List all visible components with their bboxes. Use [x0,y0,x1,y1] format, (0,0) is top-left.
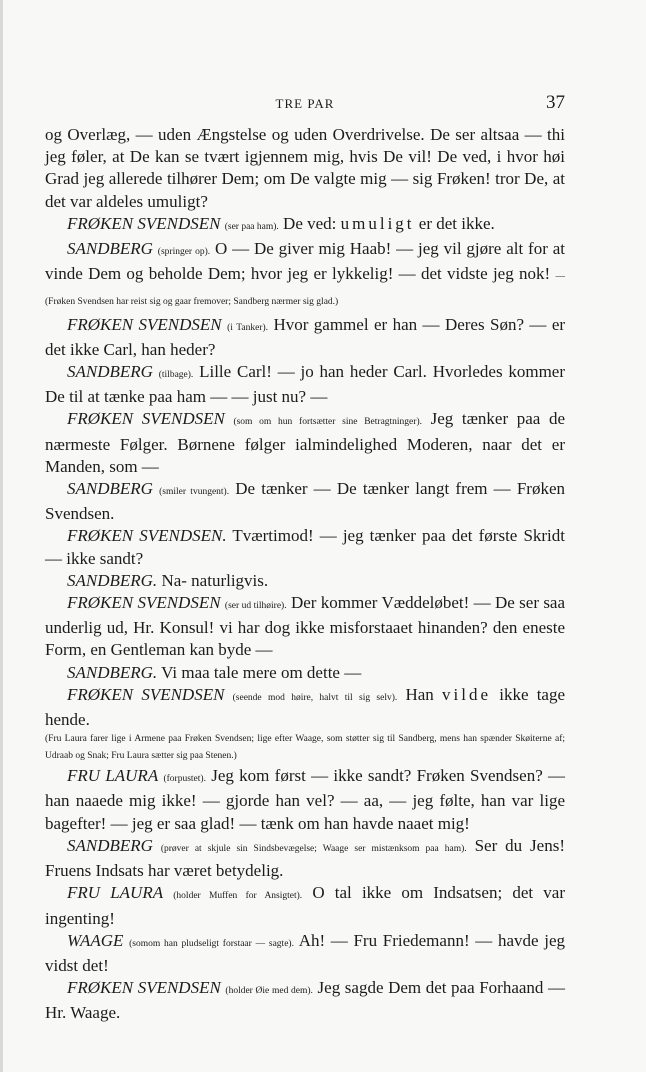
speaker-name: FRØKEN SVENDSEN [67,314,222,334]
stage-direction: (som om hun fortsætter sine Betragtninger). [233,417,422,428]
speech [45,238,565,314]
stage-direction: (somom han pludseligt forstaar — sagte). [129,938,294,949]
speech [45,835,565,882]
speech [45,977,565,1024]
stage-direction: (ser ud tilhøire). [224,601,287,612]
running-title: TRE PAR [275,96,335,111]
speech [45,478,565,525]
speech [45,662,565,684]
speech-text: Ah! — Fru Friedemann! — havde jeg vidst det! [45,930,565,975]
emphasized-word: umuligt [340,213,415,233]
speaker-name: FRØKEN SVENDSEN [67,213,221,233]
speech [45,592,565,662]
speech-text: Vi maa tale mere om dette — [161,662,362,682]
speech [45,213,565,238]
speaker-name: FRØKEN SVENDSEN [67,684,225,704]
speech-text: O — De giver mig Haab! — jeg vil gjøre alt for at vinde Dem og beholde Dem; hvor jeg er lykkelig! — det vidste jeg nok! [45,239,566,284]
speech [45,684,565,731]
speech-text: Jeg sagde Dem det paa Forhaand — Hr. Waage. [45,978,566,1023]
speaker-name: SANDBERG [67,362,153,382]
speech [45,765,565,835]
speech [45,525,565,569]
speech [45,570,565,592]
stage-direction: (smiler tvungent). [159,487,230,498]
play-text [45,124,565,1025]
speech-text: er det ikke. [414,213,495,233]
speech [45,930,565,977]
stage-direction: (seende mod høire, halvt til sig selv). [232,692,398,703]
speaker-name: SANDBERG [67,479,153,499]
speech-text: Hvor gammel er han — Deres Søn? — er det ikke Carl, han heder? [45,314,566,359]
speaker-name: FRØKEN SVENDSEN. [67,526,227,546]
speech-text: Ser du Jens! Fruens Indsats har været betydelig. [45,835,565,881]
page-number: 37 [546,92,565,113]
speaker-name: SANDBERG [67,239,153,259]
stage-direction: (holder Muffen for Ansigtet). [173,891,303,902]
speech-text: O tal ikke om Indsatsen; det var ingenting! [45,883,565,928]
speaker-name: FRØKEN SVENDSEN [67,409,225,429]
stage-direction: (prøver at skjule sin Sindsbevægelse; Waage ser mistænksom paa ham). [160,843,467,854]
speech-text: Han [405,684,443,704]
speaker-name: SANDBERG [67,835,153,855]
speaker-name: SANDBERG. [67,662,158,682]
speaker-name: FRØKEN SVENDSEN [67,978,221,998]
speaker-name: FRU LAURA [67,766,159,786]
stage-direction: (springer op). [157,247,211,258]
stage-direction: (ser paa ham). [224,221,279,232]
speech-text: De tænker — De tænker langt frem — Frøken Svendsen. [45,479,565,524]
speech-text: Lille Carl! — jo han heder Carl. Hvorledes kommer De til at tænke paa ham — — just nu? — [45,362,566,407]
speech-text: De ved: [283,213,341,233]
speech-text: Tværtimod! — jeg tænker paa det første Skridt — ikke sandt? [45,526,565,568]
speaker-name: FRØKEN SVENDSEN [67,593,221,613]
speech [45,314,565,361]
stage-direction: (tilbage). [158,370,194,381]
running-header [45,92,565,114]
stage-direction: (forpustet). [163,774,206,785]
stage-direction-block: (Fru Laura farer lige i Armene paa Frøken Svendsen; lige efter Waage, som støtter sig til Sandberg, mens han spænder Skøiterne af; Udraab og Snak; Fru Laura sætter sig paa Stenen.) [45,734,565,762]
speaker-name: FRU LAURA [67,883,164,903]
stage-direction: — (Frøken Svendsen har reist sig og gaar fremover; Sandberg nærmer sig glad.) [45,272,566,308]
speech [45,882,565,929]
speech-text: Jeg kom først — ikke sandt? Frøken Svendsen? — han naaede mig ikke! — gjorde han vel? — aa, — jeg følte, han var lige bagefter! — jeg er saa glad! — tænk om han havde naaet mig! [45,766,566,833]
speech-text: Der kommer Væddeløbet! — De ser saa underlig ud, Hr. Konsul! vi har dog ikke misforstaaet hinanden? den eneste Form, en Gentleman kan byde — [45,593,566,660]
speaker-name: WAAGE [67,930,124,950]
speech [45,361,565,408]
speech [45,408,565,478]
speaker-name: SANDBERG. [67,570,158,590]
paragraph-continuation: og Overlæg, — uden Ængstelse og uden Overdrivelse. De ser altsaa — thi jeg føler, at De kan se tvært igjennem mig, hvis De vil! De ved, i hvor høi Grad jeg allerede tilhører Dem; om De valgte mig — sig Frøken! tror De, at det var aldeles umuligt? [45,125,565,211]
emphasized-word: vilde [442,684,492,704]
speech-text: Na- naturligvis. [161,570,269,590]
speech-text: ikke tage hende. [45,684,566,730]
speech-text: Jeg tænker paa de nærmeste Følger. Børnene følger ialmindelighed Moderen, naar det er Manden, som — [45,409,565,476]
stage-direction: (i Tanker). [227,322,269,333]
stage-direction: (holder Øie med dem). [225,986,313,997]
